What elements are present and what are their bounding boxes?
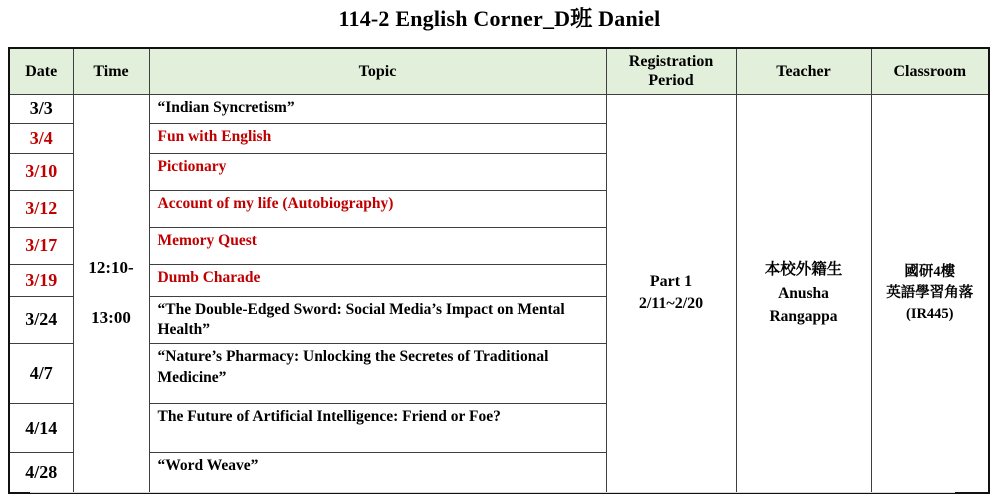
classroom-building: 國研4樓 bbox=[904, 263, 956, 280]
topic-cell: “The Double-Edged Sword: Social Media’s Impact on Mental Health” bbox=[149, 296, 606, 344]
topic-cell: The Future of Artificial Intelligence: Friend or Foe? bbox=[149, 404, 606, 453]
header-topic: Topic bbox=[149, 48, 606, 94]
time-cell bbox=[73, 94, 149, 493]
teacher-affiliation: 本校外籍生 bbox=[764, 261, 843, 279]
date-cell: 3/19 bbox=[9, 264, 73, 296]
header-registration-period: Registration Period bbox=[606, 48, 736, 94]
date-cell: 3/24 bbox=[9, 296, 73, 344]
classroom-corner: 英語學習角落 bbox=[886, 284, 974, 301]
schedule-table bbox=[8, 47, 990, 494]
date-cell: 3/12 bbox=[9, 190, 73, 227]
date-cell: 4/7 bbox=[9, 344, 73, 404]
faint-next-row-line bbox=[30, 492, 955, 493]
registration-period-cell bbox=[606, 94, 736, 493]
date-cell: 4/28 bbox=[9, 453, 73, 493]
time-start: 12:10- bbox=[88, 258, 134, 278]
topic-cell: Dumb Charade bbox=[149, 264, 606, 296]
date-cell: 4/14 bbox=[9, 404, 73, 453]
header-row bbox=[9, 48, 989, 94]
header-time: Time bbox=[73, 48, 149, 94]
teacher-last-name: Rangappa bbox=[769, 307, 838, 325]
topic-cell: “Indian Syncretism” bbox=[149, 94, 606, 123]
registration-dates: 2/11~2/20 bbox=[638, 295, 704, 313]
classroom-cell bbox=[871, 94, 989, 493]
classroom-room-number: (IR445) bbox=[905, 305, 954, 322]
topic-cell: Pictionary bbox=[149, 153, 606, 190]
time-end: 13:00 bbox=[91, 308, 131, 328]
topic-cell: Memory Quest bbox=[149, 227, 606, 264]
teacher-cell bbox=[736, 94, 871, 493]
teacher-first-name: Anusha bbox=[778, 284, 829, 302]
topic-cell: “Word Weave” bbox=[149, 453, 606, 493]
header-classroom: Classroom bbox=[871, 48, 989, 94]
registration-part: Part 1 bbox=[649, 272, 693, 290]
header-teacher: Teacher bbox=[736, 48, 871, 94]
topic-cell: Account of my life (Autobiography) bbox=[149, 190, 606, 227]
page-title: 114-2 English Corner_D班 Daniel bbox=[338, 6, 661, 31]
topic-cell: Fun with English bbox=[149, 123, 606, 153]
schedule-row bbox=[9, 94, 989, 123]
date-cell: 3/17 bbox=[9, 227, 73, 264]
date-cell: 3/4 bbox=[9, 123, 73, 153]
header-date: Date bbox=[9, 48, 73, 94]
topic-cell: “Nature’s Pharmacy: Unlocking the Secretes of Traditional Medicine” bbox=[149, 344, 606, 404]
date-cell: 3/3 bbox=[9, 94, 73, 123]
date-cell: 3/10 bbox=[9, 153, 73, 190]
